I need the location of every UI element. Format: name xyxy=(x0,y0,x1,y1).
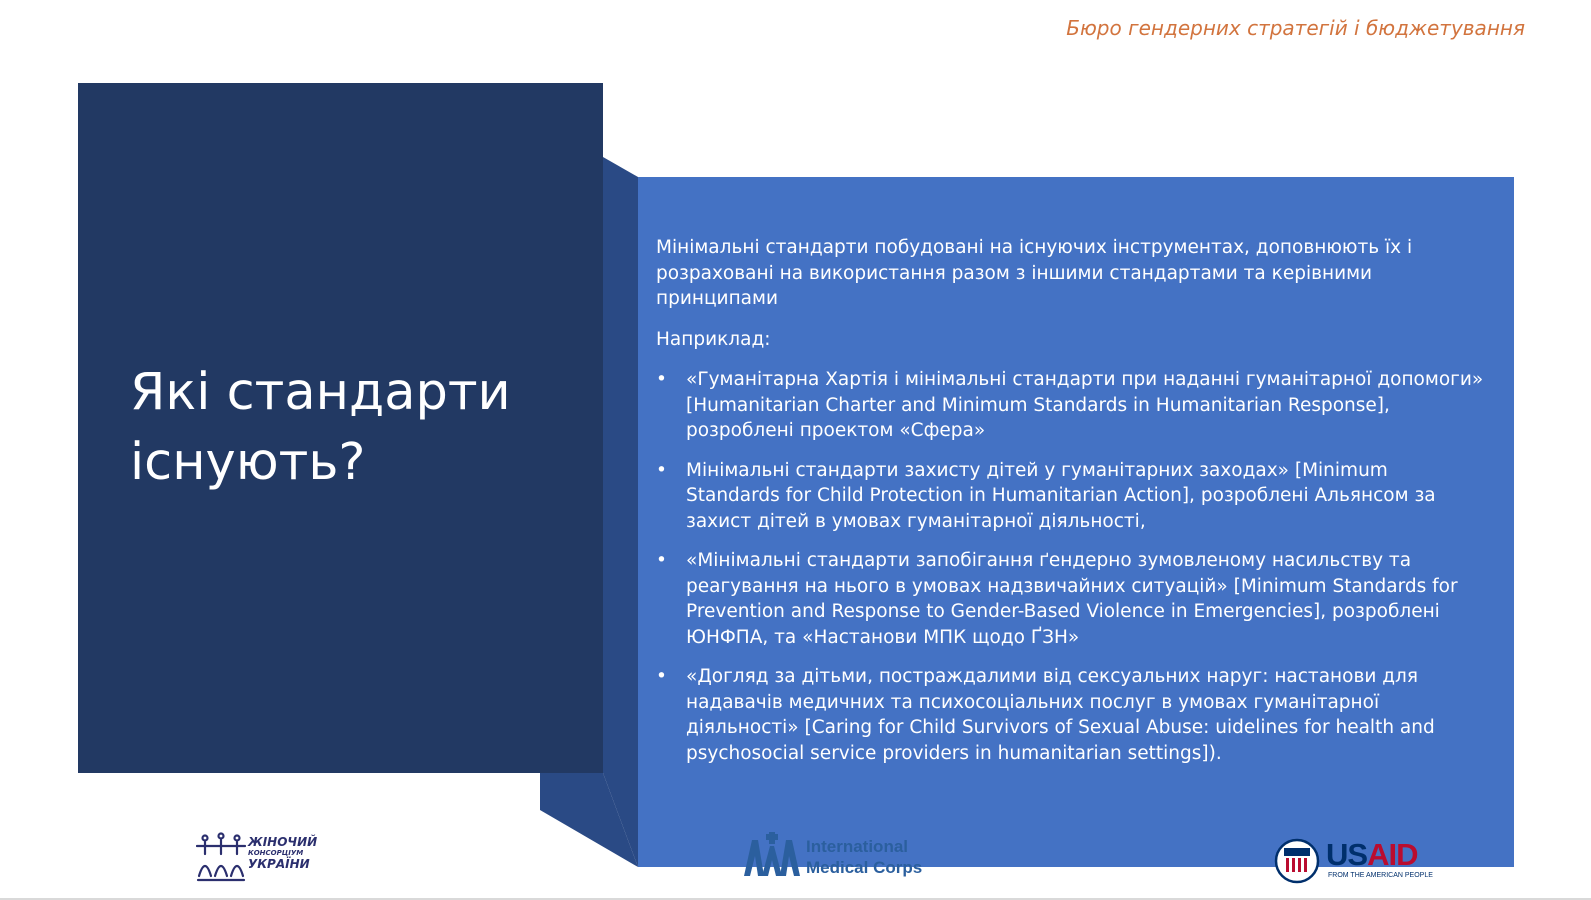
usaid-seal-icon xyxy=(1274,838,1320,884)
usaid-wordmark xyxy=(1326,838,1417,872)
bullet-icon: • xyxy=(656,459,667,481)
imc-line-1: International xyxy=(806,837,909,856)
list-item-text: «Гуманітарна Хартія і мінімальні стандарти при наданні гуманітарної допомоги» [Humanitarian Charter and Minimum Standards in Humanitarian Response], розроблені проектом «Сфера» xyxy=(686,369,1484,441)
list-item xyxy=(656,548,1484,650)
consortium-emblem-icon xyxy=(196,832,246,882)
content-body xyxy=(656,235,1484,780)
logo-usaid xyxy=(1274,838,1454,888)
list-item-text: «Догляд за дітьми, постраждалими від сексуальних наруг: настанови для надавачів медичних та психосоціальних послуг в умовах гуманітарної діяльності» [Caring for Child Survivors of Sexual Abuse: uidelines for health and psychosocial service providers in humanitarian settings]). xyxy=(686,666,1435,764)
list-item xyxy=(656,367,1484,444)
intro-paragraph: Мінімальні стандарти побудовані на існуючих інструментах, доповнюють їх і розраховані на використання разом з іншими стандартами та керівними принципами xyxy=(656,237,1413,309)
usaid-brand-us: US xyxy=(1326,837,1368,872)
standards-list xyxy=(656,367,1484,766)
example-label: Наприклад: xyxy=(656,328,771,350)
list-item xyxy=(656,664,1484,766)
list-item-text: Мінімальні стандарти захисту дітей у гуманітарних заходах» [Minimum Standards for Child Protection in Humanitarian Action], розроблені Альянсом за захист дітей в умовах гуманітарної діяльності, xyxy=(686,459,1436,532)
bullet-icon: • xyxy=(656,369,667,390)
logo-womens-consortium xyxy=(196,832,316,882)
bullet-icon: • xyxy=(656,666,667,687)
usaid-tagline: FROM THE AMERICAN PEOPLE xyxy=(1328,872,1433,879)
list-item-text: «Мінімальні стандарти запобігання ґендерно зумовленому насильству та реагування на нього в умовах надзвичайних ситуацій» [Minimum Standards for Prevention and Response to Gender-Based Violence in Emergencies], розроблені ЮНФПА, та «Настанови МПК щодо ҐЗН» xyxy=(686,550,1458,648)
consortium-line-1: ЖІНОЧИЙ xyxy=(248,835,318,849)
consortium-line-2: КОНСОРЦІУМ xyxy=(248,849,304,857)
logo-international-medical-corps xyxy=(742,832,922,882)
slide-title: Які стандарти існують? xyxy=(130,363,511,492)
imc-line-2: Medical Corps xyxy=(806,858,923,877)
usaid-brand-aid: AID xyxy=(1367,837,1418,872)
header-org-name: Бюро гендерних стратегій і бюджетування xyxy=(1066,16,1525,40)
bevel-top xyxy=(603,157,638,867)
imc-emblem-icon xyxy=(742,832,802,878)
consortium-line-3: УКРАЇНИ xyxy=(248,857,310,871)
list-item xyxy=(656,458,1484,535)
imc-wordmark xyxy=(806,836,922,878)
consortium-wordmark xyxy=(248,836,317,870)
bullet-icon: • xyxy=(656,550,667,571)
